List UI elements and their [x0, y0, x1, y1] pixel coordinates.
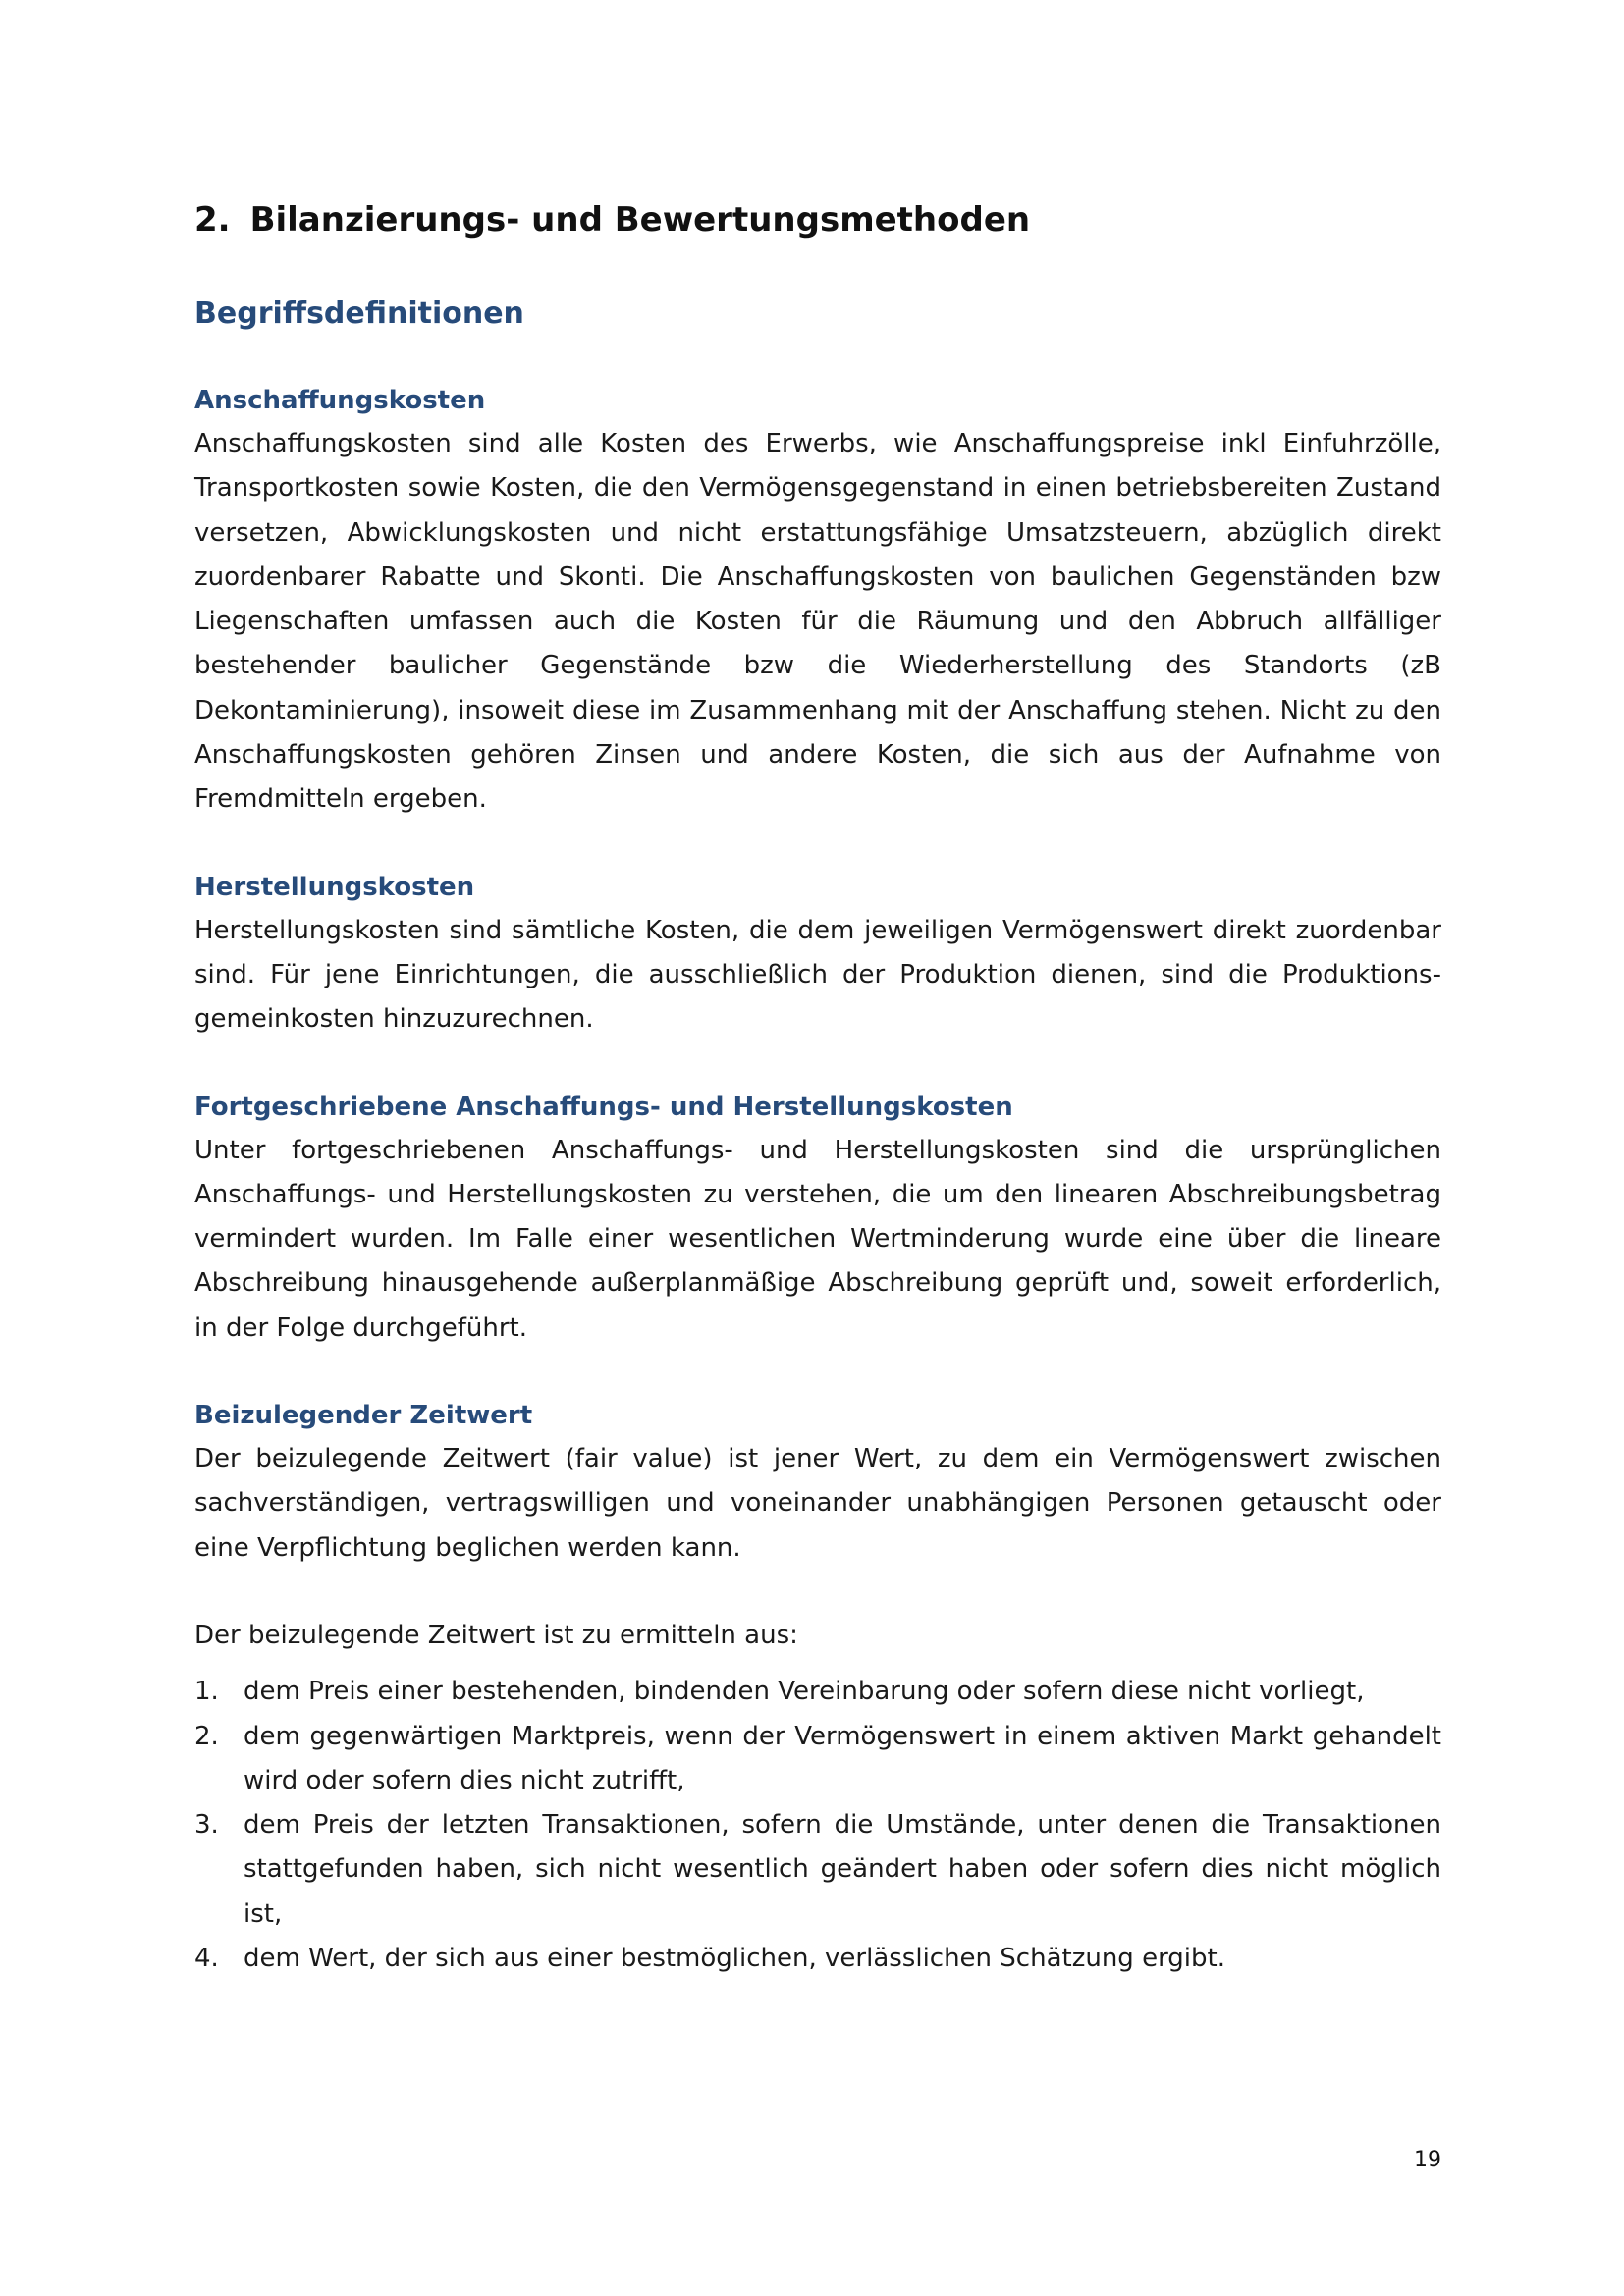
- list-item: [194, 1715, 1441, 1804]
- definition-block: [194, 379, 1441, 823]
- definition-block: [194, 1086, 1441, 1351]
- definition-text: Der beizulegende Zeitwert (fair value) ist jener Wert, zu dem ein Vermögenswert zwischen sachverständigen, vertragswilligen und voneinander unabhängigen Personen getauscht oder eine Verpflichtung beglichen werden kann.: [194, 1444, 1441, 1563]
- list-item: [194, 1937, 1441, 1981]
- page-number: 19: [1414, 2148, 1441, 2172]
- definition-heading: Anschaffungskosten: [194, 386, 486, 415]
- section-title-text: Bilanzierungs- und Bewertungsmethoden: [249, 200, 1031, 240]
- definition-heading: Beizulegender Zeitwert: [194, 1401, 533, 1431]
- list-intro: Der beizulegende Zeitwert ist zu ermitteln aus:: [194, 1620, 798, 1650]
- list-item: [194, 1803, 1441, 1937]
- list-item-text: dem Preis der letzten Transaktionen, sofern die Umstände, unter denen die Transaktionen stattgefunden haben, sich nicht wesentlich geändert haben oder sofern dies nicht möglich ist,: [244, 1810, 1441, 1929]
- definition-text: Unter fortgeschriebenen Anschaffungs- und Herstellungskosten sind die ursprünglichen Anschaffungs- und Herstellungskosten zu verstehen, die um den linearen Abschreibungsbetrag vermindert wurden. Im Falle einer wesentlichen Wertminderung wurde eine über die lineare Abschreibung hinausgehende außerplanmäßige Abschreibung geprüft und, soweit erforderlich, in der Folge durchgeführt.: [194, 1135, 1441, 1343]
- list-item-number: 1.: [194, 1677, 219, 1707]
- definition-block: [194, 1394, 1441, 1571]
- page-content: [194, 196, 1441, 1981]
- section-title: [194, 196, 1441, 243]
- definition-text: Herstellungskosten sind sämtliche Kosten, die dem jeweiligen Vermögenswert direkt zuordenbar sind. Für jene Einrichtungen, die ausschließlich der Produktion dienen, sind die Produktionsgemeinkosten hinzuzurechnen.: [194, 915, 1441, 1035]
- list-item: [194, 1670, 1441, 1714]
- definition-text: Anschaffungskosten sind alle Kosten des Erwerbs, wie Anschaffungspreise inkl Einfuhrzölle, Transportkosten sowie Kosten, die den Vermögensgegenstand in einen betriebsbereiten Zustand versetzen, Abwicklungskosten und nicht erstattungsfähige Umsatzsteuern, abzüglich direkt zuordenbarer Rabatte und Skonti. Die Anschaffungskosten von baulichen Gegenständen bzw Liegenschaften umfassen auch die Kosten für die Räumung und den Abbruch allfälliger bestehender baulicher Gegenstände bzw die Wiederherstellung des Standorts (zB Dekontaminierung), insoweit diese im Zusammenhang mit der Anschaffung stehen. Nicht zu den Anschaffungskosten gehören Zinsen und andere Kosten, die sich aus der Aufnahme von Fremdmitteln ergeben.: [194, 429, 1441, 815]
- list-item-number: 4.: [194, 1944, 219, 1974]
- list-item-text: dem Preis einer bestehenden, bindenden Vereinbarung oder sofern diese nicht vorliegt,: [244, 1677, 1365, 1707]
- list-item-text: dem gegenwärtigen Marktpreis, wenn der Vermögenswert in einem aktiven Markt gehandelt wird oder sofern dies nicht zutrifft,: [244, 1721, 1441, 1795]
- valuation-list: [194, 1670, 1441, 1981]
- list-item-number: 3.: [194, 1810, 219, 1841]
- section-number: 2.: [194, 200, 231, 240]
- definition-heading: Fortgeschriebene Anschaffungs- und Herstellungskosten: [194, 1092, 1013, 1122]
- definition-heading: Herstellungskosten: [194, 872, 475, 902]
- definition-block: [194, 866, 1441, 1042]
- list-item-number: 2.: [194, 1721, 219, 1751]
- subsection-title: Begriffsdefinitionen: [194, 296, 524, 331]
- list-item-text: dem Wert, der sich aus einer bestmöglichen, verlässlichen Schätzung ergibt.: [244, 1944, 1225, 1974]
